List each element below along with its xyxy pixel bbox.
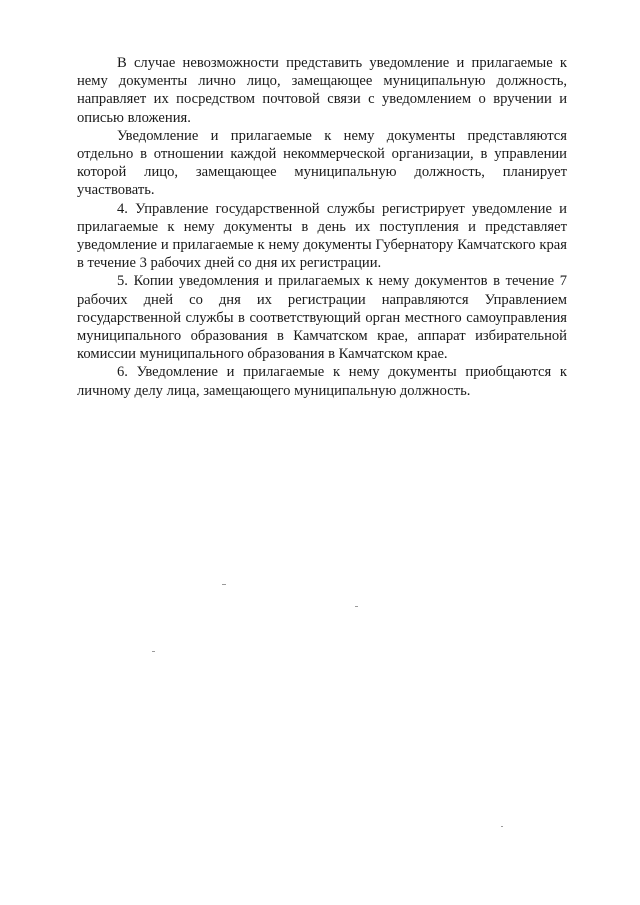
scan-artifact <box>152 651 155 652</box>
scan-artifact <box>222 584 226 585</box>
document-body <box>77 54 567 400</box>
paragraph-item-6-personal-file: 6. Уведомление и прилагаемые к нему документы приобщаются к личному делу лица, замещающего муниципальную должность. <box>77 364 567 399</box>
paragraph-item-4-registration: 4. Управление государственной службы регистрирует уведомление и прилагаемые к нему документы в день их поступления и представляет уведомление и прилагаемые к нему документы Губернатору Камчатского края в течение 3 рабочих дней со дня их регистрации. <box>77 200 567 272</box>
scan-artifact <box>355 606 358 607</box>
paragraph-item-5-copies: 5. Копии уведомления и прилагаемых к нему документов в течение 7 рабочих дней со дня их регистрации направляются Управлением государственной службы в соответствующий орган местного самоуправления муниципального образования в Камчатском крае, аппарат избирательной комиссии муниципального образования в Камчатском крае. <box>77 273 567 363</box>
scan-artifact <box>501 826 503 827</box>
paragraph-mail-submission: В случае невозможности представить уведомление и прилагаемые к нему документы лично лицо, замещающее муниципальную должность, направляет их посредством почтовой связи с уведомлением о вручении и описью вложения. <box>77 55 567 126</box>
paragraph-separate-submission: Уведомление и прилагаемые к нему документы представляются отдельно в отношении каждой некоммерческой организации, в управлении которой лицо, замещающее муниципальную должность, планирует участвовать. <box>77 127 567 199</box>
